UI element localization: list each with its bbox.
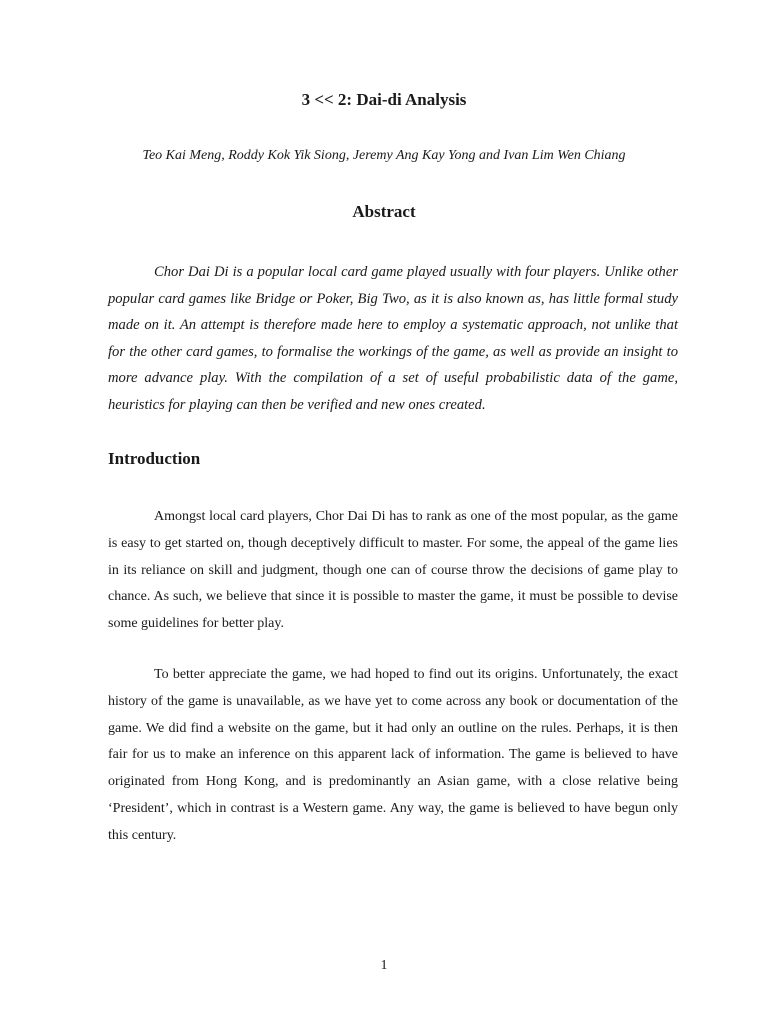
abstract-body: Chor Dai Di is a popular local card game played usually with four players. Unlike other popular card games like Bridge or Poker, Big Two, as it is also known as, has little formal study made on it. An attempt is therefore made here to employ a systematic approach, not unlike that for the other card games, to formalise the workings of the game, as well as provide an insight to more advance play. With the compilation of a set of useful probabilistic data of the game, heuristics for playing can then be verified and new ones created. <box>108 264 678 413</box>
introduction-heading: Introduction <box>108 449 201 468</box>
abstract-heading: Abstract <box>352 202 416 221</box>
paper-title: 3 << 2: Dai-di Analysis <box>301 90 467 109</box>
introduction-paragraph-2: To better appreciate the game, we had hoped to find out its origins. Unfortunately, the exact history of the game is unavailable, as we have yet to come across any book or documentation of the game. We did find a website on the game, but it had only an outline on the rules. Perhaps, it is then fair for us to make an inference on this apparent lack of information. The game is believed to have originated from Hong Kong, and is predominantly an Asian game, with a close relative being ‘President’, which in contrast is a Western game. Any way, the game is believed to have begun only this century. <box>108 667 678 843</box>
introduction-paragraph-1: Amongst local card players, Chor Dai Di has to rank as one of the most popular, as the game is easy to get started on, though deceptively difficult to master. For some, the appeal of the game lies in its reliance on skill and judgment, though one can of course throw the decisions of game play to chance. As such, we believe that since it is possible to master the game, it must be possible to devise some guidelines for better play. <box>108 509 678 632</box>
page-number: 1 <box>380 958 388 973</box>
author-list: Teo Kai Meng, Roddy Kok Yik Siong, Jeremy Ang Kay Yong and Ivan Lim Wen Chiang <box>142 148 626 163</box>
